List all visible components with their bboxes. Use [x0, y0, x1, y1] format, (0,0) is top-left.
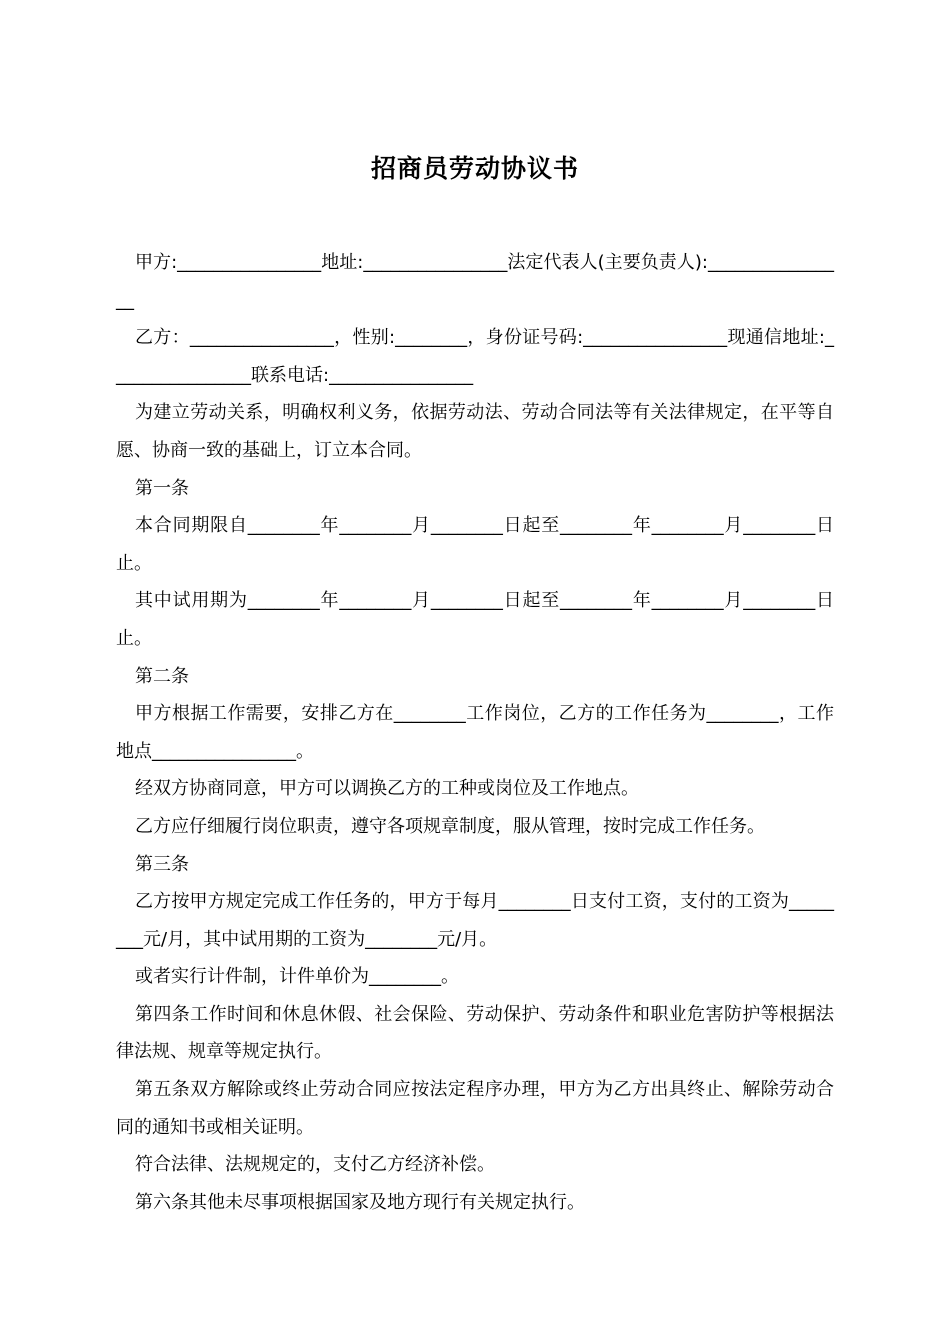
probation-term-paragraph: 其中试用期为________年________月________日起至________年________月________日止。	[116, 590, 834, 649]
party-a-line: 甲方:________________地址:________________法定代表人(主要负责人):________________	[116, 252, 834, 311]
document-title: 招商员劳动协议书	[370, 153, 579, 183]
document-body	[116, 244, 834, 1221]
compensation-paragraph: 符合法律、法规规定的，支付乙方经济补偿。	[135, 1154, 495, 1176]
contract-term-paragraph: 本合同期限自________年________月________日起至________年________月________日止。	[116, 515, 834, 574]
duty-paragraph: 乙方应仔细履行岗位职责，遵守各项规章制度，服从管理，按时完成工作任务。	[135, 815, 765, 837]
job-change-paragraph: 经双方协商同意，甲方可以调换乙方的工种或岗位及工作地点。	[135, 778, 639, 800]
article-5-paragraph: 第五条双方解除或终止劳动合同应按法定程序办理，甲方为乙方出具终止、解除劳动合同的通知书或相关证明。	[116, 1079, 834, 1138]
party-b-line: 乙方：________________，性别:________，身份证号码:________________现通信地址:________________联系电话:________________	[116, 327, 834, 386]
piece-rate-paragraph: 或者实行计件制，计件单价为________。	[135, 966, 459, 988]
job-assignment-paragraph: 甲方根据工作需要，安排乙方在________工作岗位，乙方的工作任务为________，工作地点________________。	[116, 703, 834, 762]
article-1-heading: 第一条	[135, 477, 189, 499]
article-4-paragraph: 第四条工作时间和休息休假、社会保险、劳动保护、劳动条件和职业危害防护等根据法律法规、规章等规定执行。	[116, 1003, 834, 1063]
preamble-paragraph: 为建立劳动关系，明确权利义务，依据劳动法、劳动合同法等有关法律规定，在平等自愿、协商一致的基础上，订立本合同。	[116, 402, 834, 461]
article-2-heading: 第二条	[135, 665, 189, 687]
article-3-heading: 第三条	[135, 853, 189, 875]
salary-paragraph: 乙方按甲方规定完成工作任务的，甲方于每月________日支付工资，支付的工资为________元/月，其中试用期的工资为________元/月。	[116, 891, 834, 950]
article-6-paragraph: 第六条其他未尽事项根据国家及地方现行有关规定执行。	[135, 1191, 585, 1213]
